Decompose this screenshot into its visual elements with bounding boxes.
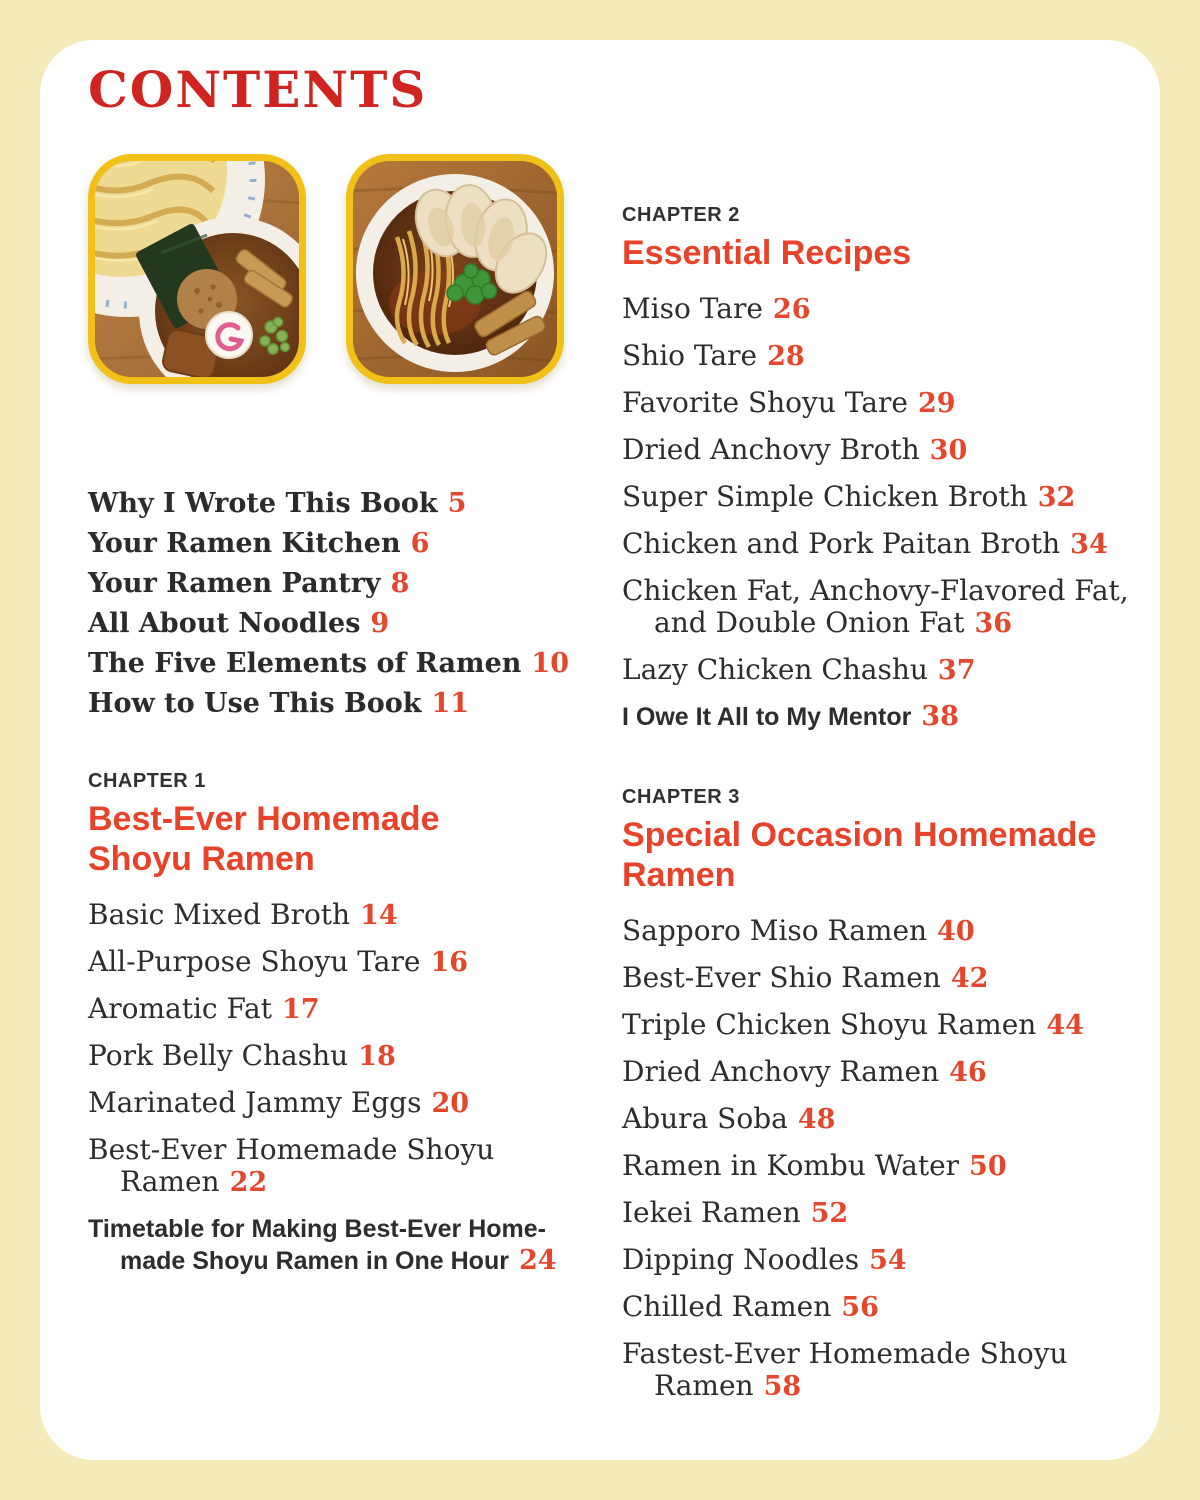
- entry-label: Best-Ever Shio Ramen: [622, 961, 941, 994]
- chapter-1-section: [88, 769, 593, 1277]
- entry-label: The Five Elements of Ramen: [88, 648, 522, 679]
- entry-label: Why I Wrote This Book: [88, 488, 438, 519]
- toc-entry: [622, 1291, 1132, 1324]
- entry-label: Ramen in Kombu Water: [622, 1149, 960, 1182]
- toc-entry: [622, 1103, 1132, 1136]
- front-matter-list: [88, 484, 593, 724]
- entry-page-number: 40: [937, 916, 975, 947]
- entry-label: How to Use This Book: [88, 688, 422, 719]
- toc-entry: [88, 993, 593, 1026]
- toc-entry-feature: [622, 701, 1132, 733]
- right-column: [622, 158, 1132, 1417]
- entry-page-number: 38: [921, 701, 959, 732]
- toc-entry: [622, 434, 1132, 467]
- toc-entry: [622, 1009, 1132, 1042]
- entry-label: Iekei Ramen: [622, 1196, 801, 1229]
- toc-entry: [622, 962, 1132, 995]
- entry-page-number: 30: [929, 435, 968, 466]
- toc-entry: [88, 1134, 593, 1199]
- toc-entry: [622, 1150, 1132, 1183]
- entry-label: Favorite Shoyu Tare: [622, 386, 908, 419]
- chapter-3-recipe-list: [622, 915, 1132, 1403]
- toc-entry: [88, 899, 593, 932]
- entry-label: Dried Anchovy Broth: [622, 433, 920, 466]
- entry-page-number: 9: [370, 608, 390, 639]
- entry-page-number: 58: [763, 1371, 802, 1402]
- shoyu-ramen-illustration: [353, 161, 557, 377]
- toc-entry: [622, 293, 1132, 326]
- entry-label: Lazy Chicken Chashu: [622, 653, 928, 686]
- toc-entry: [622, 654, 1132, 687]
- chapter-3-section: [622, 785, 1132, 1403]
- entry-page-number: 5: [447, 488, 467, 519]
- chapter-title: Special Occasion Homemade Ramen: [622, 816, 1097, 894]
- toc-entry: [622, 1338, 1094, 1403]
- entry-label: Timetable for Making Best-Ever Home-made Shoyu Ramen in One Hour: [88, 1215, 546, 1275]
- entry-label: Dried Anchovy Ramen: [622, 1055, 940, 1088]
- entry-page-number: 52: [810, 1198, 849, 1229]
- toc-entry: [622, 528, 1132, 561]
- entry-label: Chilled Ramen: [622, 1290, 832, 1323]
- entry-page-number: 10: [531, 648, 569, 679]
- toc-entry: [88, 946, 593, 979]
- entry-label: Marinated Jammy Eggs: [88, 1086, 422, 1119]
- photo-shoyu-ramen: [346, 154, 564, 384]
- toc-entry: [88, 484, 593, 524]
- toc-entry: [88, 564, 593, 604]
- chapter-2-section: [622, 203, 1132, 733]
- toc-entry: [88, 644, 593, 684]
- entry-page-number: 36: [974, 608, 1013, 639]
- entry-label: I Owe It All to My Mentor: [622, 703, 912, 731]
- entry-label: Your Ramen Pantry: [88, 568, 381, 599]
- photo-tsukemen: [88, 154, 306, 384]
- toc-entry: [88, 1087, 593, 1120]
- entry-page-number: 16: [430, 947, 469, 978]
- entry-label: Abura Soba: [622, 1102, 788, 1135]
- toc-entry: [622, 340, 1132, 373]
- entry-page-number: 28: [767, 341, 805, 372]
- entry-label: Miso Tare: [622, 292, 763, 325]
- toc-entry: [622, 481, 1132, 514]
- entry-page-number: 8: [390, 568, 410, 599]
- entry-label: Basic Mixed Broth: [88, 898, 351, 931]
- toc-entry: [622, 1197, 1132, 1230]
- entry-label: Chicken Fat, Anchovy-Flavored Fat, and Double Onion Fat: [622, 574, 1129, 639]
- entry-page-number: 56: [841, 1292, 879, 1323]
- chapter-label: CHAPTER 1: [88, 770, 206, 792]
- page-title: CONTENTS: [88, 60, 428, 119]
- entry-label: Aromatic Fat: [88, 992, 272, 1025]
- toc-entry: [88, 604, 593, 644]
- toc-entry: [88, 524, 593, 564]
- entry-label: Chicken and Pork Paitan Broth: [622, 527, 1061, 560]
- entry-label: All-Purpose Shoyu Tare: [88, 945, 421, 978]
- entry-page-number: 22: [229, 1167, 268, 1198]
- entry-page-number: 18: [358, 1041, 396, 1072]
- left-column: [88, 62, 593, 1291]
- entry-page-number: 26: [772, 294, 811, 325]
- entry-label: All About Noodles: [88, 608, 361, 639]
- toc-entry-feature: [88, 1213, 590, 1277]
- entry-page-number: 44: [1046, 1010, 1084, 1041]
- entry-label: Fastest-Ever Homemade Shoyu Ramen: [622, 1337, 1068, 1402]
- entry-page-number: 20: [431, 1088, 470, 1119]
- entry-page-number: 42: [950, 963, 989, 994]
- entry-page-number: 54: [869, 1245, 907, 1276]
- entry-page-number: 24: [518, 1245, 557, 1276]
- entry-label: Sapporo Miso Ramen: [622, 914, 928, 947]
- toc-entry: [622, 575, 1132, 640]
- chapter-label: CHAPTER 2: [622, 204, 740, 226]
- entry-page-number: 11: [431, 688, 470, 719]
- entry-page-number: 46: [949, 1057, 987, 1088]
- entry-label: Dipping Noodles: [622, 1243, 860, 1276]
- chapter-title: Essential Recipes: [622, 234, 912, 272]
- toc-entry: [88, 1040, 593, 1073]
- entry-label: Pork Belly Chashu: [88, 1039, 349, 1072]
- chapter-2-recipe-list: [622, 293, 1132, 733]
- entry-page-number: 50: [969, 1151, 1007, 1182]
- chapter-title: Best-Ever Homemade Shoyu Ramen: [88, 800, 440, 878]
- toc-entry: [88, 684, 593, 724]
- tsukemen-illustration: [95, 161, 299, 377]
- toc-entry: [622, 1056, 1132, 1089]
- entry-page-number: 34: [1070, 529, 1108, 560]
- entry-label: Triple Chicken Shoyu Ramen: [622, 1008, 1037, 1041]
- entry-page-number: 48: [797, 1104, 836, 1135]
- entry-page-number: 37: [937, 655, 976, 686]
- toc-entry: [622, 387, 1132, 420]
- contents-card: [40, 40, 1160, 1460]
- toc-entry: [622, 915, 1132, 948]
- entry-page-number: 14: [360, 900, 398, 931]
- entry-page-number: 29: [917, 388, 956, 419]
- chapter-1-recipe-list: [88, 899, 593, 1277]
- photo-row: [88, 154, 593, 384]
- entry-label: Shio Tare: [622, 339, 758, 372]
- toc-entry: [622, 1244, 1132, 1277]
- entry-page-number: 17: [281, 994, 320, 1025]
- entry-label: Super Simple Chicken Broth: [622, 480, 1028, 513]
- entry-page-number: 32: [1037, 482, 1076, 513]
- entry-label: Best-Ever Homemade Shoyu Ramen: [88, 1133, 495, 1198]
- chapter-label: CHAPTER 3: [622, 786, 740, 808]
- entry-label: Your Ramen Kitchen: [88, 528, 401, 559]
- entry-page-number: 6: [410, 528, 430, 559]
